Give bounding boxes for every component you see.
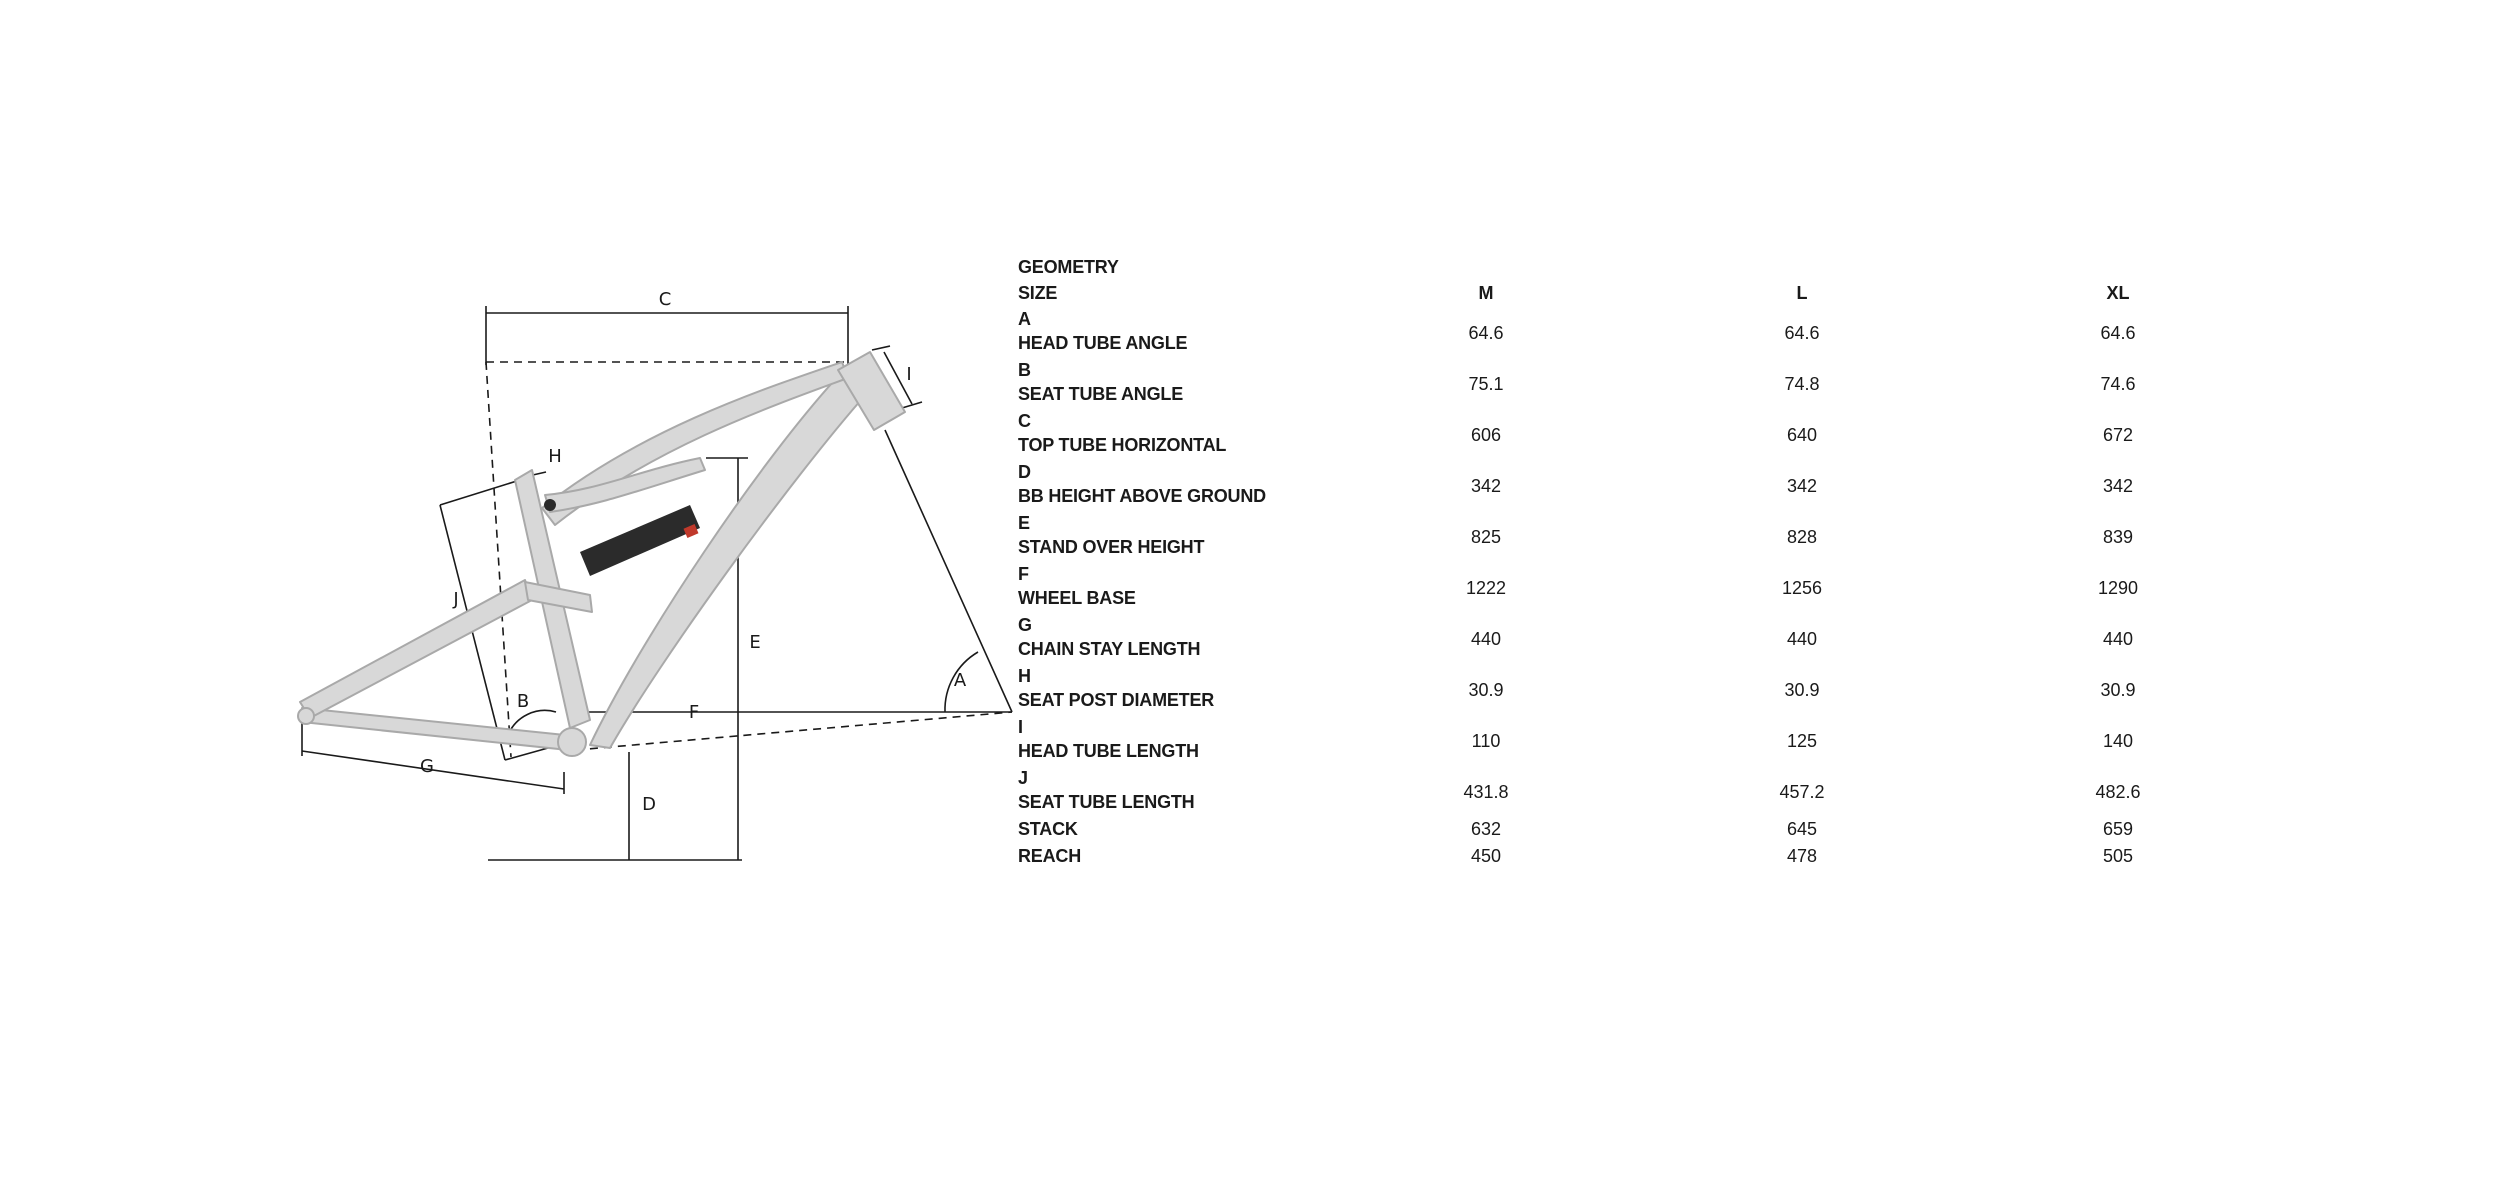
row-value: 30.9 <box>1468 680 1504 700</box>
table-row <box>1018 562 2198 613</box>
row-code: C <box>1018 411 1031 431</box>
row-value: 64.6 <box>1784 323 1820 343</box>
row-code: J <box>1018 768 1028 788</box>
row-label <box>1018 307 1187 355</box>
row-name: SEAT TUBE ANGLE <box>1018 384 1184 404</box>
row-value: 342 <box>1470 476 1502 496</box>
table-row <box>1018 307 2198 358</box>
row-label <box>1018 766 1194 814</box>
row-label <box>1018 664 1214 712</box>
row-label <box>1018 613 1200 661</box>
table-header-row <box>1018 281 2198 307</box>
row-name: SEAT POST DIAMETER <box>1018 690 1215 710</box>
row-code: A <box>1018 309 1031 329</box>
row-name: HEAD TUBE ANGLE <box>1018 333 1188 353</box>
row-value: 440 <box>1470 629 1502 649</box>
row-value: 64.6 <box>2100 323 2136 343</box>
row-value: 440 <box>1786 629 1818 649</box>
table-body <box>1018 307 2198 871</box>
row-value: 482.6 <box>2095 782 2141 802</box>
row-value: 450 <box>1470 846 1502 866</box>
table-row <box>1018 664 2198 715</box>
label-e: E <box>749 632 761 653</box>
row-value: 342 <box>1786 476 1818 496</box>
table-title-row <box>1018 255 2198 281</box>
size-xl: XL <box>2106 283 2130 303</box>
row-code: H <box>1018 666 1031 686</box>
row-name: HEAD TUBE LENGTH <box>1018 741 1199 761</box>
row-value: 30.9 <box>2100 680 2136 700</box>
row-label <box>1018 511 1204 559</box>
row-code: G <box>1018 615 1032 635</box>
row-value: 140 <box>2102 731 2134 751</box>
row-label <box>1018 844 1081 868</box>
row-value: 645 <box>1786 819 1818 839</box>
table-row <box>1018 817 2198 844</box>
row-value: 632 <box>1470 819 1502 839</box>
row-name: STAND OVER HEIGHT <box>1018 537 1205 557</box>
label-c: C <box>658 289 672 310</box>
table-row <box>1018 460 2198 511</box>
row-value: 30.9 <box>1784 680 1820 700</box>
row-code: E <box>1018 513 1030 533</box>
table-row <box>1018 511 2198 562</box>
row-value: 825 <box>1470 527 1502 547</box>
label-b: B <box>516 691 530 712</box>
row-value: 1290 <box>2097 578 2139 598</box>
row-value: 110 <box>1471 731 1501 751</box>
row-value: 74.8 <box>1784 374 1820 394</box>
row-value: 659 <box>2102 819 2134 839</box>
table-row <box>1018 766 2198 817</box>
row-code: D <box>1018 462 1031 482</box>
label-i: I <box>906 364 912 385</box>
table-row <box>1018 844 2198 871</box>
row-value: 64.6 <box>1468 323 1504 343</box>
row-name: REACH <box>1018 846 1082 866</box>
row-value: 74.6 <box>2100 374 2136 394</box>
row-value: 125 <box>1786 731 1818 751</box>
table-row <box>1018 715 2198 766</box>
row-value: 342 <box>2102 476 2134 496</box>
label-j: J <box>453 589 459 610</box>
construction-lines <box>307 362 1012 757</box>
row-name: BB HEIGHT ABOVE GROUND <box>1018 486 1266 506</box>
size-m: M <box>1478 283 1494 303</box>
row-code: F <box>1018 564 1029 584</box>
label-d: D <box>642 794 656 815</box>
row-name: CHAIN STAY LENGTH <box>1018 639 1201 659</box>
table-title: GEOMETRY <box>1018 257 1119 277</box>
frame-geometry-diagram <box>290 285 1030 875</box>
label-f: F <box>688 702 700 723</box>
row-value: 1222 <box>1465 578 1507 598</box>
row-label <box>1018 409 1226 457</box>
row-label <box>1018 715 1199 763</box>
row-value: 478 <box>1786 846 1818 866</box>
label-h: H <box>548 446 562 467</box>
table-row <box>1018 358 2198 409</box>
row-label <box>1018 817 1078 841</box>
size-l: L <box>1796 283 1808 303</box>
table-row <box>1018 409 2198 460</box>
row-value: 440 <box>2102 629 2134 649</box>
row-label <box>1018 358 1183 406</box>
row-value: 431.8 <box>1463 782 1509 802</box>
row-value: 839 <box>2102 527 2134 547</box>
row-value: 75.1 <box>1468 374 1504 394</box>
label-a: A <box>953 670 967 691</box>
row-name: STACK <box>1018 819 1078 839</box>
row-code: I <box>1018 717 1023 737</box>
row-name: WHEEL BASE <box>1018 588 1136 608</box>
table-row <box>1018 613 2198 664</box>
row-code: B <box>1018 360 1031 380</box>
row-label <box>1018 460 1266 508</box>
row-value: 672 <box>2102 425 2134 445</box>
size-label: SIZE <box>1018 283 1058 303</box>
row-value: 1256 <box>1781 578 1823 598</box>
row-value: 457.2 <box>1779 782 1825 802</box>
row-label <box>1018 562 1136 610</box>
label-g: G <box>420 756 434 777</box>
row-value: 606 <box>1470 425 1502 445</box>
row-value: 640 <box>1786 425 1818 445</box>
row-value: 828 <box>1786 527 1818 547</box>
row-value: 505 <box>2102 846 2134 866</box>
row-name: SEAT TUBE LENGTH <box>1018 792 1195 812</box>
row-name: TOP TUBE HORIZONTAL <box>1018 435 1227 455</box>
dimension-lines <box>302 306 1012 860</box>
geometry-table <box>1018 255 2198 871</box>
